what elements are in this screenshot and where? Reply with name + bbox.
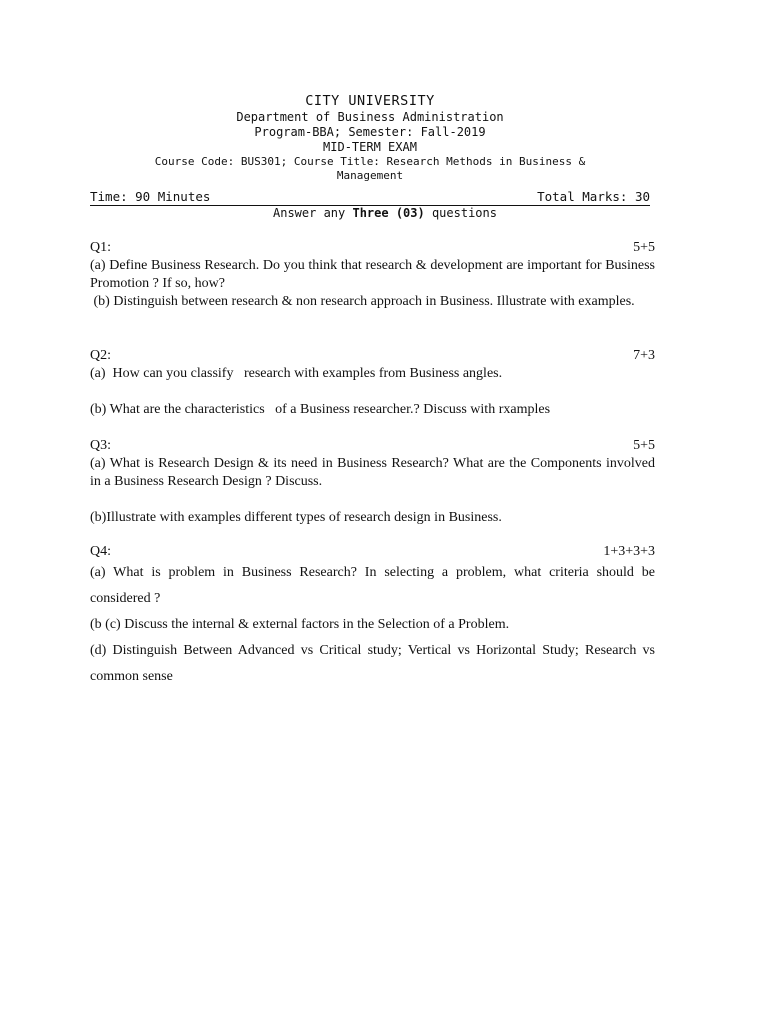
answer-instruction-count: Three (03)	[352, 206, 425, 220]
question-2	[90, 347, 655, 419]
question-2-part-a: (a) How can you classify research with examples from Business angles.	[90, 366, 503, 381]
answer-instruction-post: questions	[424, 206, 497, 220]
question-3-label: Q3:	[90, 438, 111, 453]
question-3-marks: 5+5	[633, 438, 655, 453]
question-1-part-b: (b) Distinguish between research & non research approach in Business. Illustrate with examples.	[90, 294, 635, 309]
question-4-part-d: (d) Distinguish Between Advanced vs Critical study; Vertical vs Horizontal Study; Research vs common sense	[90, 643, 655, 684]
question-1-marks: 5+5	[633, 240, 655, 255]
question-1-label: Q1:	[90, 240, 111, 255]
question-4-part-a: (a) What is problem in Business Research? In selecting a problem, what criteria should be considered ?	[90, 565, 655, 606]
question-4-marks: 1+3+3+3	[603, 544, 655, 559]
total-marks: Total Marks: 30	[537, 189, 650, 204]
course-line-2: Management	[336, 169, 404, 182]
question-1-part-a: (a) Define Business Research. Do you think that research & development are important for Business Promotion ? If so, how?	[90, 258, 655, 291]
university-name: CITY UNIVERSITY	[305, 93, 435, 109]
exam-header	[90, 93, 650, 183]
question-2-label: Q2:	[90, 348, 111, 363]
question-4	[90, 544, 655, 690]
answer-instruction-pre: Answer any	[273, 206, 353, 220]
exam-title: MID-TERM EXAM	[323, 140, 417, 154]
time-marks-row	[90, 189, 650, 206]
question-3-header	[90, 437, 655, 455]
question-4-label: Q4:	[90, 544, 111, 559]
question-2-header	[90, 347, 655, 365]
question-3-part-a: (a) What is Research Design & its need in Business Research? What are the Components involved in a Business Research Design ? Discuss.	[90, 456, 655, 489]
question-4-part-bc: (b (c) Discuss the internal & external factors in the Selection of a Problem.	[90, 617, 510, 632]
course-line-1: Course Code: BUS301; Course Title: Research Methods in Business &	[154, 155, 586, 168]
question-1	[90, 239, 655, 311]
answer-instruction	[90, 206, 680, 221]
question-2-part-b: (b) What are the characteristics of a Business researcher.? Discuss with rxamples	[90, 402, 551, 417]
program-line: Program-BBA; Semester: Fall-2019	[254, 125, 486, 139]
exam-time: Time: 90 Minutes	[90, 189, 211, 204]
question-1-header	[90, 239, 655, 257]
question-4-header	[90, 544, 655, 560]
question-3	[90, 437, 655, 527]
question-2-marks: 7+3	[633, 348, 655, 363]
question-3-part-b: (b)Illustrate with examples different types of research design in Business.	[90, 510, 502, 525]
department-name: Department of Business Administration	[236, 110, 504, 124]
